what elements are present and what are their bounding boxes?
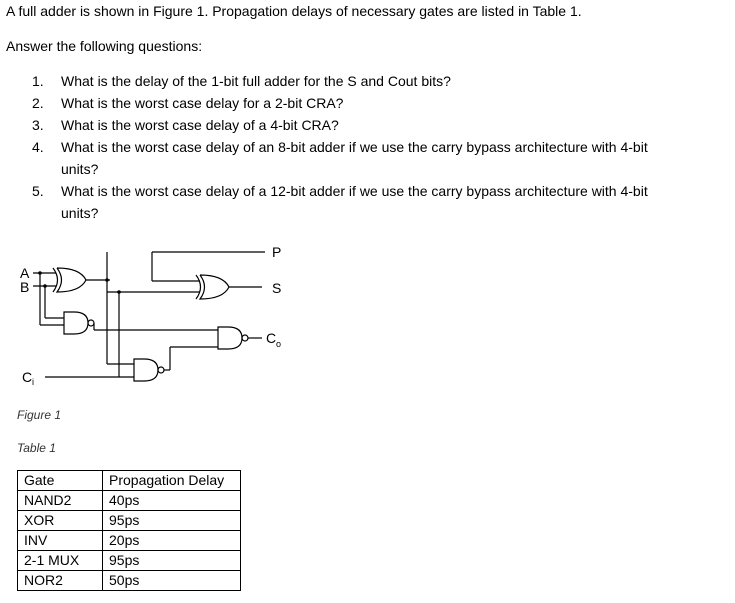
question-text: What is the worst case delay for a 2-bit CRA? — [61, 95, 344, 111]
question-text: What is the worst case delay of a 4-bit CRA? — [61, 117, 339, 133]
table-caption: Table 1 — [17, 441, 56, 455]
label-co-sub: o — [276, 339, 282, 349]
table-row — [18, 551, 241, 571]
table-cell: NAND2 — [18, 491, 103, 511]
question-item — [32, 180, 722, 224]
label-ci-sub: i — [32, 377, 34, 387]
table-header-cell: Propagation Delay — [103, 471, 241, 491]
nand-gate-3 — [218, 327, 242, 349]
question-number: 4. — [32, 139, 44, 155]
table-cell: 95ps — [103, 511, 241, 531]
table-row — [18, 511, 241, 531]
nand-gate-1 — [64, 312, 88, 334]
question-number: 1. — [32, 73, 44, 89]
label-s: S — [272, 280, 282, 296]
table-cell: 95ps — [103, 551, 241, 571]
question-number: 2. — [32, 95, 44, 111]
label-a: A — [20, 265, 30, 281]
table-row — [18, 491, 241, 511]
table-cell: 2-1 MUX — [18, 551, 103, 571]
table-cell: 50ps — [103, 571, 241, 591]
question-item — [32, 92, 722, 114]
nand-gate-2 — [134, 359, 158, 381]
question-text-continued: units? — [61, 161, 99, 177]
question-item — [32, 136, 722, 180]
table-header-row — [18, 471, 241, 491]
table-cell: 20ps — [103, 531, 241, 551]
label-co: C — [266, 330, 277, 346]
table-cell: NOR2 — [18, 571, 103, 591]
prompt-text: Answer the following questions: — [6, 38, 203, 54]
question-text: What is the worst case delay of a 12-bit adder if we use the carry bypass architecture with 4-bit — [61, 183, 648, 199]
table-row — [18, 571, 241, 591]
question-item — [32, 114, 722, 136]
table-cell: XOR — [18, 511, 103, 531]
full-adder-circuit-diagram — [0, 230, 320, 400]
table-header-cell: Gate — [18, 471, 103, 491]
xor-gate-1 — [53, 268, 86, 292]
question-text: What is the delay of the 1-bit full adder for the S and Cout bits? — [61, 73, 451, 89]
intro-text: A full adder is shown in Figure 1. Propagation delays of necessary gates are listed in Table 1. — [6, 3, 582, 19]
xor-gate-2 — [196, 275, 229, 299]
label-p: P — [272, 244, 282, 260]
question-number: 3. — [32, 117, 44, 133]
table-row — [18, 531, 241, 551]
table-cell: 40ps — [103, 491, 241, 511]
label-b: B — [20, 279, 30, 295]
question-number: 5. — [32, 183, 44, 199]
question-list — [32, 70, 722, 224]
label-ci: C — [22, 369, 33, 385]
gate-delay-table — [17, 470, 241, 591]
question-item — [32, 70, 722, 92]
question-text: What is the worst case delay of an 8-bit adder if we use the carry bypass architecture with 4-bit — [61, 139, 648, 155]
question-text-continued: units? — [61, 205, 99, 221]
table-cell: INV — [18, 531, 103, 551]
figure-caption: Figure 1 — [17, 408, 62, 422]
